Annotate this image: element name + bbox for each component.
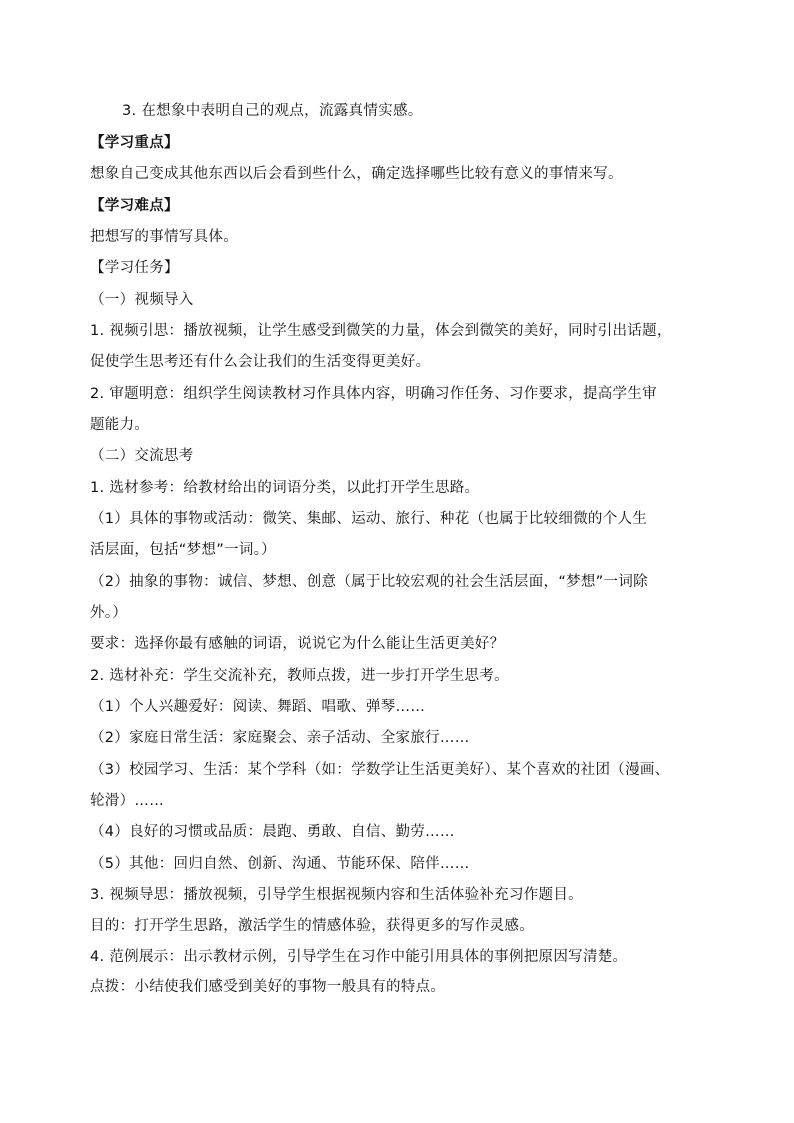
paragraph-line: （4）良好的习惯或品质：晨跑、勇敢、自信、勤劳……: [90, 824, 455, 840]
section-discussion: （二）交流思考: [90, 448, 194, 464]
paragraph-line: 1. 选材参考：给教材给出的词语分类，以此打开学生思路。: [90, 480, 480, 496]
difficulties-text: 把想写的事情写具体。: [90, 229, 238, 245]
paragraph-line: 3. 视频导思：播放视频，引导学生根据视频内容和生活体验补充习作题目。: [90, 887, 583, 903]
paragraph-line: 1. 视频引思：播放视频，让学生感受到微笑的力量，体会到微笑的美好，同时引出话题，: [90, 323, 672, 339]
paragraph-line: （2）抽象的事物：诚信、梦想、创意（属于比较宏观的社会生活层面，“梦想”一词除: [90, 574, 648, 590]
paragraph-line: 4. 范例展示：出示教材示例，引导学生在习作中能引用具体的事例把原因写清楚。: [90, 949, 628, 965]
heading-key-points: 【学习重点】: [90, 135, 179, 151]
paragraph-line: 点拨：小结使我们感受到美好的事物一般具有的特点。: [90, 979, 446, 995]
paragraph-line: （2）家庭日常生活：家庭聚会、亲子活动、全家旅行……: [90, 730, 470, 746]
section-video-intro: （一）视频导入: [90, 292, 194, 308]
paragraph-line: 2. 审题明意：组织学生阅读教材习作具体内容，明确习作任务、习作要求，提高学生审: [90, 386, 657, 402]
paragraph-line: 活层面，包括“梦想”一词。）: [90, 542, 276, 558]
paragraph-line: 2. 选材补充：学生交流补充，教师点拨，进一步打开学生思考。: [90, 668, 509, 684]
paragraph-line: 要求：选择你最有感触的词语，说说它为什么能让生活更美好？: [90, 636, 505, 652]
objective-item-3: 3. 在想象中表明自己的观点，流露真情实感。: [122, 103, 423, 119]
paragraph-line: （3）校园学习、生活：某个学科（如：学数学让生活更美好）、某个喜欢的社团（漫画、: [90, 762, 670, 778]
paragraph-line: 促使学生思考还有什么会让我们的生活变得更美好。: [90, 354, 431, 370]
heading-difficulties: 【学习难点】: [90, 198, 179, 214]
key-points-text: 想象自己变成其他东西以后会看到些什么，确定选择哪些比较有意义的事情来写。: [90, 166, 623, 182]
heading-tasks: 【学习任务】: [90, 260, 179, 276]
paragraph-line: （1）个人兴趣爱好：阅读、舞蹈、唱歌、弹琴……: [90, 699, 426, 715]
paragraph-line: （5）其他：回归自然、创新、沟通、节能环保、陪伴……: [90, 856, 470, 872]
paragraph-line: 轮滑）……: [90, 793, 164, 809]
paragraph-line: 外。）: [90, 605, 128, 621]
paragraph-line: 题能力。: [90, 417, 150, 433]
paragraph-line: 目的：打开学生思路，激活学生的情感体验，获得更多的写作灵感。: [90, 918, 534, 934]
paragraph-line: （1）具体的事物或活动：微笑、集邮、运动、旅行、种花（也属于比较细微的个人生: [90, 511, 648, 527]
